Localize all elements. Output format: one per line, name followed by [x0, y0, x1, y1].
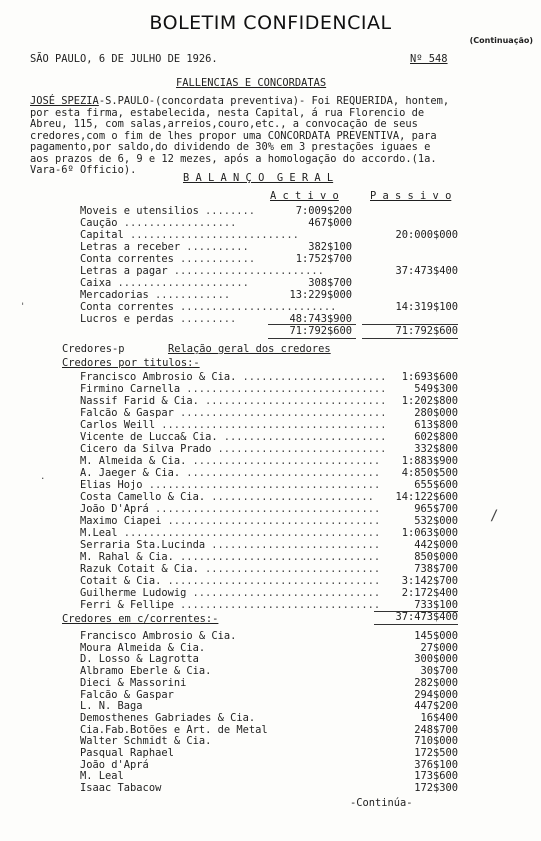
passivo-header: P a s s i v o — [370, 190, 452, 202]
creditor-amount: 332$800 — [414, 443, 458, 455]
creditor-amount: 14:122$600 — [395, 491, 458, 503]
creditor-name: Francisco Ambrosio & Cia. — [80, 371, 237, 383]
creditor-name: M.Leal — [80, 527, 118, 539]
creditor-amount: 965$700 — [414, 503, 458, 515]
current-creditor-name: D. Losso & Lagrotta — [80, 653, 199, 666]
creditor-name: João D'Aprá — [80, 503, 149, 515]
balance-row-passivo: 37:473$400 — [395, 265, 458, 277]
creditor-dots: .................................. — [161, 515, 381, 527]
creditor-dots: .......................... — [217, 431, 387, 443]
balance-row-activo: 382$100 — [308, 241, 352, 253]
current-creditor-name: Francisco Ambrosio & Cia. — [80, 630, 237, 642]
balance-row-label: Caução — [80, 217, 118, 229]
current-creditor-amount: 300$000 — [414, 653, 458, 666]
current-creditor-name: M. Leal — [80, 770, 124, 783]
creditor-amount: 532$000 — [414, 515, 458, 527]
ink-mark: . — [40, 472, 46, 482]
current-creditor-amount: 710$000 — [414, 735, 458, 748]
current-creditor-name: João d'Aprá — [80, 758, 149, 771]
ink-mark: / — [490, 508, 499, 524]
creditor-dots: ....................... — [236, 371, 387, 383]
creditor-dots: .................................. — [161, 575, 381, 587]
creditor-dots: ................................. — [173, 407, 387, 419]
activo-double-line — [268, 338, 356, 339]
creditor-name: M. Rahal & Cia. — [80, 551, 174, 563]
balance-row-dots: .................. — [117, 217, 237, 229]
creditor-dots: ................................ — [173, 551, 381, 563]
creditor-amount: 850$000 — [414, 551, 458, 563]
balance-row-activo: 48:743$900 — [289, 313, 352, 325]
creditor-name: Costa Camello & Cia. — [80, 491, 206, 503]
creditor-amount: 4:850$500 — [401, 467, 458, 479]
section-title: FALLENCIAS E CONCORDATAS — [176, 77, 327, 89]
creditor-name: Cicero da Silva Prado — [80, 443, 212, 455]
current-creditor-name: Moura Almeida & Cia. — [80, 641, 206, 654]
creditor-name: A. Jaeger & Cia. — [80, 467, 181, 479]
creditor-amount: 613$800 — [414, 419, 458, 431]
balance-row-label: Capital — [80, 229, 124, 241]
creditor-amount: 1:063$000 — [401, 527, 458, 539]
creditors-current-label: Credores em c/correntes:- — [62, 613, 219, 625]
current-creditor-name: Isaac Tabacow — [80, 782, 162, 795]
creditor-amount: 602$800 — [414, 431, 458, 443]
ink-mark: ' — [20, 302, 26, 312]
creditor-dots: ............................. — [198, 395, 387, 407]
current-creditor-name: Dieci & Massorini — [80, 676, 187, 689]
creditor-name: Carlos Weill — [80, 419, 156, 431]
creditor-amount: 655$600 — [414, 479, 458, 491]
current-creditor-name: Walter Schmidt & Cia. — [80, 735, 212, 748]
creditor-name: Serraria Sta.Lucinda — [80, 539, 206, 551]
balance-row-label: Conta correntes — [80, 301, 174, 313]
balance-row-dots: ........ — [198, 205, 256, 217]
current-creditor-amount: 282$000 — [414, 676, 458, 689]
balance-row-passivo: 20:000$000 — [395, 229, 458, 241]
creditor-amount: 1:202$800 — [401, 395, 458, 407]
balance-row-dots: .......... — [180, 241, 249, 253]
creditor-name: Guilherme Ludowig — [80, 587, 187, 599]
activo-total: 71:792$600 — [289, 325, 352, 337]
current-creditor-amount: 376$100 — [414, 758, 458, 771]
balance-row-activo: 1:752$700 — [295, 253, 352, 265]
current-creditor-amount: 248$700 — [414, 723, 458, 736]
current-creditor-amount: 294$000 — [414, 688, 458, 701]
balance-row-passivo: 14:319$100 — [395, 301, 458, 313]
current-creditor-name: Cia.Fab.Botões e Art. de Metal — [80, 723, 268, 736]
balance-row-label: Conta correntes — [80, 253, 174, 265]
balance-row-label: Letras a pagar — [80, 265, 168, 277]
creditor-amount: 2:172$400 — [401, 587, 458, 599]
titles-total: 37:473$400 — [395, 611, 458, 623]
current-creditor-amount: 172$300 — [414, 782, 458, 795]
creditor-name: Maximo Ciapei — [80, 515, 162, 527]
place-date: SÃO PAULO, 6 DE JULHO DE 1926. — [30, 53, 218, 65]
creditor-dots: .............................. — [186, 455, 381, 467]
current-creditor-name: Pasqual Raphael — [80, 747, 174, 759]
passivo-double-line — [362, 338, 458, 339]
creditor-name: Vicente de Lucca& Cia. — [80, 431, 218, 443]
intro-line: aos prazos de 6, 9 e 12 mezes, após a homologação do accordo.(1a. — [30, 152, 437, 165]
balance-row-dots: ..................... — [111, 277, 249, 289]
intro-line: JOSÉ SPEZIA-S.PAULO-(concordata preventiva)- Foi REQUERIDA, hontem, — [30, 95, 450, 107]
current-creditor-amount: 16$400 — [420, 711, 458, 724]
passivo-total: 71:792$600 — [395, 325, 458, 337]
creditor-amount: 1:883$900 — [401, 455, 458, 467]
creditor-dots: ................................ — [173, 599, 381, 611]
balance-row-activo: 467$000 — [308, 217, 352, 229]
creditor-name: Razuk Cotait & Cia. — [80, 563, 199, 575]
creditor-amount: 1:693$600 — [401, 371, 458, 383]
creditor-name: Nassif Farid & Cia. — [80, 395, 199, 407]
creditor-amount: 733$100 — [414, 599, 458, 611]
creditor-dots: ..................................... — [142, 479, 381, 491]
current-creditor-name: Demosthenes Gabriades & Cia. — [80, 711, 256, 724]
continues-note: -Continúa- — [350, 797, 413, 809]
intro-line: pagamento,por saldo,do dividendo de 30% em 3 prestações iguaes e — [30, 141, 431, 153]
creditor-dots: .......................... — [205, 491, 374, 503]
continuation-note: (Continuação) — [469, 36, 533, 45]
current-creditor-amount: 145$000 — [414, 630, 458, 642]
current-creditor-amount: 27$000 — [420, 641, 458, 654]
intro-line: credores,com o fim de lhes propor uma CONCORDATA PREVENTIVA, para — [30, 129, 437, 142]
balance-row-label: Lucros e perdas — [80, 313, 174, 325]
balance-row-dots: ........................ — [167, 265, 324, 277]
intro-line: Vara-6º Officio). — [30, 164, 137, 176]
intro-line: por esta firma, estabelecida, nesta Capital, á rua Florencio de — [30, 106, 425, 119]
current-creditor-amount: 172$500 — [414, 747, 458, 759]
creditor-name: Cotait & Cia. — [80, 575, 162, 587]
creditor-dots: .................................... — [148, 503, 381, 515]
creditor-dots: .................................... — [155, 419, 387, 431]
creditor-amount: 3:142$700 — [401, 575, 458, 587]
document-title: BOLETIM CONFIDENCIAL — [149, 12, 392, 34]
creditor-name: Firmino Carnella — [80, 383, 181, 395]
creditor-dots: .............................. — [186, 587, 381, 599]
balance-row-dots: ............ — [173, 253, 256, 265]
creditor-amount: 549$300 — [414, 383, 458, 395]
creditor-dots: ................................ — [180, 383, 387, 395]
creditor-name: Elias Hojo — [80, 479, 143, 491]
intro-line: Abreu, 115, com salas,arreios,couro,etc., a convocação de seus — [30, 118, 418, 130]
balance-row-activo: 7:009$200 — [295, 205, 352, 217]
current-creditor-amount: 447$200 — [414, 700, 458, 713]
balance-row-label: Letras a receber — [80, 241, 181, 253]
balance-row-dots: ......... — [173, 313, 237, 325]
balance-title: B A L A N Ç O G E R A L — [183, 172, 334, 184]
balance-row-label: Caixa — [80, 277, 112, 289]
creditor-dots: ............................... — [180, 467, 381, 479]
creditor-name: Ferri & Fellipe — [80, 599, 174, 611]
creditors-prefix: Credores-p — [62, 343, 125, 355]
creditor-dots: ......................................... — [117, 527, 381, 539]
balance-row-activo: 308$700 — [308, 277, 352, 289]
current-creditor-name: L. N. Baga — [80, 700, 143, 713]
current-creditor-amount: 173$600 — [414, 770, 458, 783]
creditor-dots: ............................ — [198, 563, 381, 575]
bulletin-number: Nº 548 — [410, 53, 448, 65]
current-creditor-amount: 30$700 — [420, 665, 458, 678]
balance-row-activo: 13:229$000 — [289, 289, 352, 301]
creditor-name: M. Almeida & Cia. — [80, 455, 187, 467]
titles-total-underline — [374, 624, 458, 625]
current-creditor-name: Falcão & Gaspar — [80, 688, 174, 701]
creditor-name: Falcão & Gaspar — [80, 407, 174, 419]
creditor-dots: ........................... — [205, 539, 381, 551]
balance-row-dots: ......................... — [173, 301, 337, 313]
creditor-amount: 738$700 — [414, 563, 458, 575]
balance-row-dots: ........................... — [123, 229, 299, 241]
balance-row-dots: ............ — [148, 289, 231, 301]
balance-row-label: Mercadorias — [80, 289, 149, 301]
creditor-amount: 280$000 — [414, 407, 458, 419]
creditor-dots: ........................... — [211, 443, 387, 455]
creditor-amount: 442$000 — [414, 539, 458, 551]
current-creditor-name: Albramo Eberle & Cia. — [80, 665, 212, 678]
activo-header: A c t i v o — [270, 190, 339, 202]
creditors-by-titles-label: Credores por titulos:- — [62, 357, 200, 369]
balance-row-label: Moveis e utensilios — [80, 205, 199, 217]
creditors-heading: Relação geral dos credores — [168, 343, 331, 355]
